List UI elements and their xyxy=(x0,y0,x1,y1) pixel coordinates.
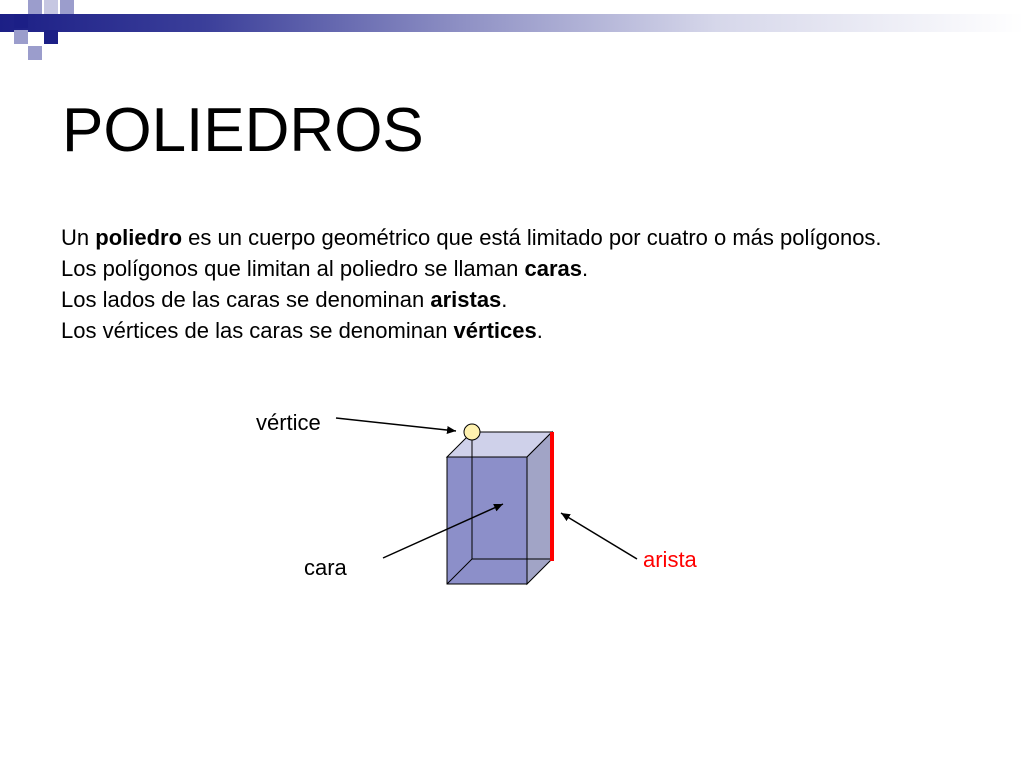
term-caras: caras xyxy=(524,256,583,281)
face-label: cara xyxy=(304,555,347,580)
term-aristas: aristas xyxy=(430,287,502,312)
vertex-marker xyxy=(464,424,480,440)
term-vertices: vértices xyxy=(453,318,537,343)
edge-label: arista xyxy=(643,547,697,572)
prism-front-face xyxy=(447,457,527,584)
prism-side-face xyxy=(527,432,552,584)
slide-title: POLIEDROS xyxy=(62,96,424,165)
definition-line-3: Los lados de las caras se denominan aristas. xyxy=(61,287,508,312)
definition-line-1: Un poliedro es un cuerpo geométrico que está limitado por cuatro o más polígonos. xyxy=(61,225,882,250)
vertex-label: vértice xyxy=(256,410,321,435)
edge-arrow xyxy=(561,513,637,559)
definition-line-4: Los vértices de las caras se denominan vértices. xyxy=(61,318,543,343)
vertex-arrow xyxy=(336,418,456,431)
definition-line-2: Los polígonos que limitan al poliedro se llaman caras. xyxy=(61,256,589,281)
term-poliedro: poliedro xyxy=(95,225,183,250)
